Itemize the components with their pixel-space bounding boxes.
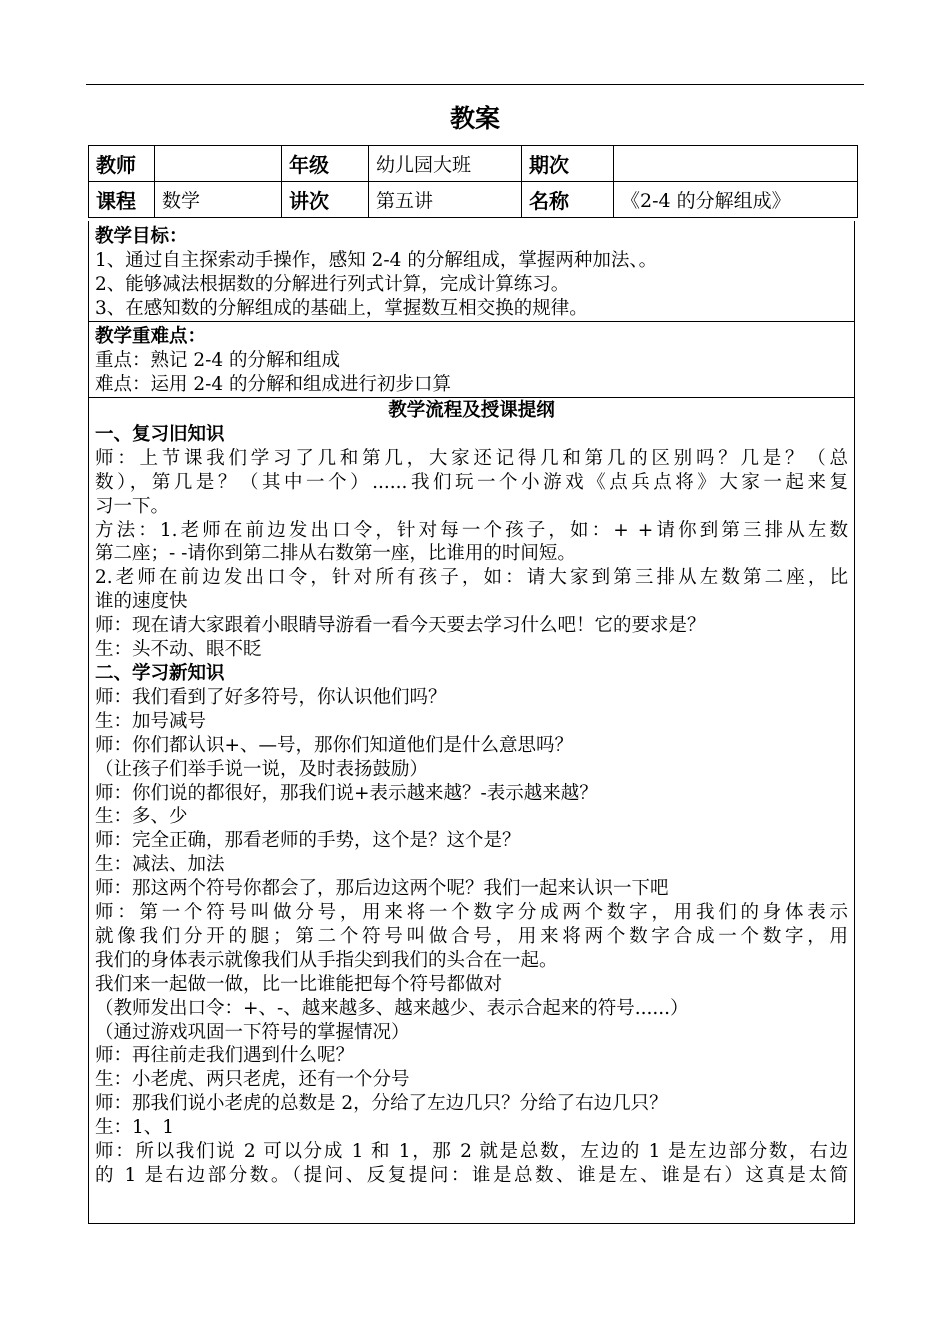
lesson-label: 讲次 (282, 182, 369, 218)
course-value: 数学 (155, 182, 282, 218)
flow-line: （通过游戏巩固一下符号的掌握情况） (95, 1021, 410, 1043)
header-row-1 (89, 146, 858, 182)
flow-line: 师：你们都认识+、—号，那你们知道他们是什么意思吗？ (95, 734, 574, 756)
flow-line: 师：再往前走我们遇到什么呢？ (95, 1045, 355, 1067)
flow-line: 师：你们说的都很好，那我们说+表示越来越？-表示越来越？ (95, 782, 598, 804)
header-row-2 (89, 182, 858, 218)
flow-line: 师：完全正确，那看老师的手势，这个是？这个是？ (95, 830, 521, 852)
flow-line: （教师发出口令：+、-、越来越多、越来越少、表示合起来的符号......） (95, 997, 689, 1019)
top-rule (86, 84, 864, 85)
name-label: 名称 (522, 182, 614, 218)
key-points-heading: 教学重难点： (95, 326, 207, 347)
objective-item: 1、通过自主探索动手操作，感知 2-4 的分解组成，掌握两种加法、。 (95, 249, 658, 271)
objectives-heading: 教学目标： (95, 226, 188, 247)
grade-label: 年级 (282, 146, 369, 182)
flow-line: 2.老师在前边发出口令，针对所有孩子，如：请大家到第三排从左数第二座，比 (95, 567, 848, 589)
flow-line: 师：第一个符号叫做分号，用来将一个数字分成两个数字，用我们的身体表示 (95, 902, 848, 924)
flow-line: 的 1 是右边部分数。（提问、反复提问：谁是总数、谁是左、谁是右）这真是太简 (95, 1165, 848, 1186)
course-label: 课程 (89, 182, 155, 218)
header-table (88, 145, 858, 218)
flow-line: 我们的身体表示就像我们从手指尖到我们的头合在一起。 (95, 949, 558, 971)
page-title: 教案 (449, 104, 500, 133)
flow-line: 生：加号减号 (95, 710, 207, 732)
flow-line: 生：头不动、眼不眨 (95, 639, 262, 661)
flow-line: （让孩子们举手说一说，及时表扬鼓励） (95, 758, 429, 780)
flow-heading: 教学流程及授课提纲 (388, 400, 555, 421)
flow-line: 生：小老虎、两只老虎，还有一个分号 (95, 1069, 410, 1091)
flow-line: 师：那我们说小老虎的总数是 2，分给了左边几只？分给了右边几只？ (95, 1093, 668, 1115)
flow-line: 习一下。 (95, 495, 170, 517)
flow-line: 第二座；- -请你到第二排从右数第一座，比谁用的时间短。 (95, 543, 576, 565)
section1-title: 一、复习旧知识 (95, 423, 225, 445)
objective-item: 2、能够减法根据数的分解进行列式计算，完成计算练习。 (95, 273, 570, 295)
key-point-item: 难点：运用 2-4 的分解和组成进行初步口算 (95, 373, 452, 395)
flow-line: 师：上节课我们学习了几和第几，大家还记得几和第几的区别吗？几是？（总 (95, 447, 848, 469)
term-label: 期次 (522, 146, 614, 182)
teacher-label: 教师 (89, 146, 155, 182)
grade-value: 幼儿园大班 (369, 146, 522, 182)
key-point-item: 重点：熟记 2-4 的分解和组成 (95, 349, 341, 371)
lesson-value: 第五讲 (369, 182, 522, 218)
term-value (614, 146, 858, 182)
name-value: 《2-4 的分解组成》 (614, 182, 858, 218)
flow-line: 生：减法、加法 (95, 854, 225, 876)
flow-line: 师：所以我们说 2 可以分成 1 和 1，那 2 就是总数，左边的 1 是左边部分数，右边 (95, 1141, 848, 1163)
flow-line: 师：现在请大家跟着小眼睛导游看一看今天要去学习什么吧！它的要求是？ (95, 615, 706, 637)
flow-line: 谁的速度快 (95, 591, 188, 613)
flow-line: 生：1、1 (95, 1117, 175, 1139)
teaching-flow-section (88, 398, 855, 1224)
flow-line: 我们来一起做一做，比一比谁能把每个符号都做对 (95, 973, 503, 995)
flow-line: 师：那这两个符号你都会了，那后边这两个呢？我们一起来认识一下吧 (95, 878, 669, 900)
flow-line: 生：多、少 (95, 806, 188, 828)
flow-line: 数），第几是？（其中一个）......我们玩一个小游戏《点兵点将》大家一起来复 (95, 471, 848, 493)
flow-line: 就像我们分开的腿；第二个符号叫做合号，用来将两个数字合成一个数字，用 (95, 925, 848, 947)
teacher-value (155, 146, 282, 182)
key-points-section (88, 322, 855, 398)
section2-title: 二、学习新知识 (95, 662, 225, 684)
objectives-section (88, 221, 855, 322)
flow-line: 师：我们看到了好多符号，你认识他们吗？ (95, 686, 447, 708)
flow-line: 方法：1.老师在前边发出口令，针对每一个孩子，如：+ +请你到第三排从左数 (95, 519, 848, 541)
objective-item: 3、在感知数的分解组成的基础上，掌握数互相交换的规律。 (95, 297, 588, 319)
